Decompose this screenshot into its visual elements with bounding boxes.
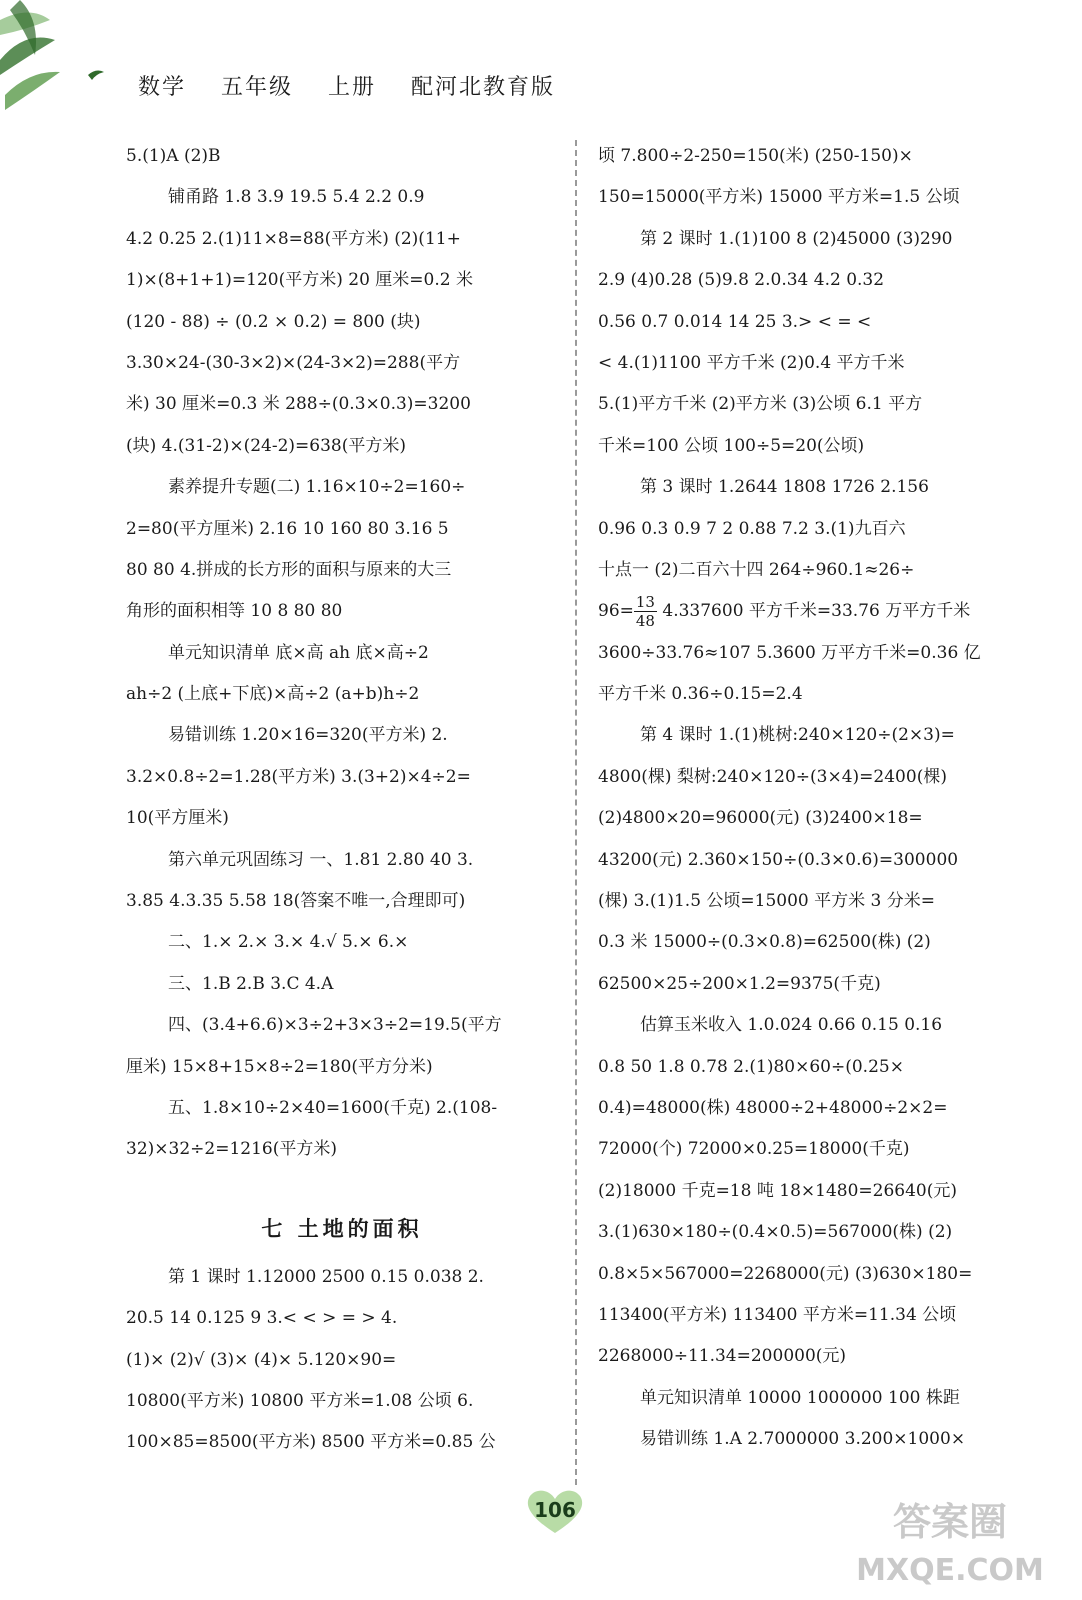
answer-line: 10800(平方米) 10800 平方米=1.08 公顷 6.	[126, 1390, 474, 1411]
right-column	[598, 136, 1030, 1461]
header-grade: 五年级	[221, 75, 294, 100]
fraction-prefix: 96=	[598, 601, 634, 622]
answer-line: 2=80(平方厘米) 2.16 10 160 80 3.16 5	[126, 518, 449, 539]
answer-line: 估算玉米收入 1.0.024 0.66 0.15 0.16	[640, 1015, 943, 1036]
fraction-numerator: 13	[635, 593, 655, 612]
answer-line: 3.30×24-(30-3×2)×(24-3×2)=288(平方	[126, 352, 461, 373]
page-number	[520, 1485, 590, 1535]
answer-line: 2.9 (4)0.28 (5)9.8 2.0.34 4.2 0.32	[598, 270, 885, 291]
leaf-decoration	[0, 0, 120, 120]
answer-line: 单元知识清单 底×高 ah 底×高÷2	[168, 642, 429, 663]
left-column	[126, 136, 558, 1464]
answer-line: 62500×25÷200×1.2=9375(千克)	[598, 973, 881, 994]
answer-line: 3.2×0.8÷2=1.28(平方米) 3.(3+2)×4÷2=	[126, 766, 471, 787]
answer-line: 十点一 (2)二百六十四 264÷960.1≈26÷	[598, 559, 915, 580]
answer-line: ah÷2 (上底+下底)×高÷2 (a+b)h÷2	[126, 684, 420, 705]
left-answer-block	[126, 136, 558, 1171]
answer-line: 0.8×5×567000=2268000(元) (3)630×180=	[598, 1263, 973, 1284]
answer-line: 3600÷33.76≈107 5.3600 万平方千米=0.36 亿	[598, 642, 981, 663]
answer-line: 易错训练 1.A 2.7000000 3.200×1000×	[640, 1429, 966, 1450]
fraction	[634, 593, 657, 630]
answer-line	[598, 591, 1030, 632]
answer-line: 80 80 4.拼成的长方形的面积与原来的大三	[126, 559, 452, 580]
answer-line: 顷 7.800÷2-250=150(米) (250-150)×	[598, 146, 913, 166]
answer-line: 千米=100 公顷 100÷5=20(公顷)	[598, 435, 865, 456]
answer-line: 0.4)=48000(株) 48000÷2+48000÷2×2=	[598, 1097, 948, 1118]
answer-line: 32)×32÷2=1216(平方米)	[126, 1139, 337, 1160]
answer-line: 20.5 14 0.125 9 3.< < > = > 4.	[126, 1308, 398, 1329]
answer-line: 二、1.× 2.× 3.× 4.√ 5.× 6.×	[168, 932, 409, 953]
answer-line: 113400(平方米) 113400 平方米=11.34 公顷	[598, 1304, 957, 1325]
svg-text:答案圈: 答案圈	[892, 1500, 1008, 1544]
answer-line: 43200(元) 2.360×150÷(0.3×0.6)=300000	[598, 849, 959, 870]
answer-line: 10(平方厘米)	[126, 808, 229, 829]
answer-line: 易错训练 1.20×16=320(平方米) 2.	[168, 725, 448, 746]
header-edition: 配河北教育版	[411, 75, 556, 100]
answer-line: 五、1.8×10÷2×40=1600(千克) 2.(108-	[168, 1097, 498, 1118]
page-header	[138, 70, 581, 110]
answer-line: 铺甬路 1.8 3.9 19.5 5.4 2.2 0.9	[168, 187, 425, 208]
answer-line: (120 - 88) ÷ (0.2 × 0.2) = 800 (块)	[126, 311, 421, 332]
answer-line: 72000(个) 72000×0.25=18000(千克)	[598, 1139, 910, 1160]
answer-line: (2)18000 千克=18 吨 18×1480=26640(元)	[598, 1180, 957, 1201]
answer-line: 三、1.B 2.B 3.C 4.A	[168, 973, 334, 994]
answer-line: 5.(1)平方千米 (2)平方米 (3)公顷 6.1 平方	[598, 394, 923, 415]
answer-line: 2268000÷11.34=200000(元)	[598, 1346, 847, 1367]
svg-text:MXQE.COM: MXQE.COM	[856, 1553, 1044, 1588]
answer-line: 第 2 课时 1.(1)100 8 (2)45000 (3)290	[640, 228, 953, 249]
answer-line: 0.56 0.7 0.014 14 25 3.> < = <	[598, 311, 872, 332]
answer-line: 0.8 50 1.8 0.78 2.(1)80×60÷(0.25×	[598, 1056, 904, 1077]
answer-line: 1)×(8+1+1)=120(平方米) 20 厘米=0.2 米	[126, 270, 473, 291]
header-subject: 数学	[138, 75, 187, 100]
answer-line: 0.96 0.3 0.9 7 2 0.88 7.2 3.(1)九百六	[598, 518, 906, 539]
answer-line: (1)× (2)√ (3)× (4)× 5.120×90=	[126, 1349, 397, 1370]
fraction-denominator: 48	[635, 612, 655, 631]
answer-line: 4.2 0.25 2.(1)11×8=88(平方米) (2)(11+	[126, 228, 461, 249]
fraction-suffix: 4.337600 平方千米=33.76 万平方千米	[656, 601, 971, 622]
header-volume: 上册	[328, 75, 377, 100]
answer-line: 3.85 4.3.35 5.58 18(答案不唯一,合理即可)	[126, 891, 466, 912]
answer-line: 第 1 课时 1.12000 2500 0.15 0.038 2.	[168, 1266, 484, 1287]
answer-line: 第 3 课时 1.2644 1808 1726 2.156	[640, 477, 929, 498]
answer-line: 第六单元巩固练习 一、1.81 2.80 40 3.	[168, 849, 474, 870]
answer-line: 平方千米 0.36÷0.15=2.4	[598, 684, 803, 705]
answer-line: 单元知识清单 10000 1000000 100 株距	[640, 1387, 960, 1408]
answer-line: 素养提升专题(二) 1.16×10÷2=160÷	[168, 477, 466, 498]
answer-line: < 4.(1)1100 平方千米 (2)0.4 平方千米	[598, 352, 905, 373]
column-divider	[575, 140, 577, 1485]
right-answer-block	[598, 136, 1030, 1461]
answer-line: 4800(棵) 梨树:240×120÷(3×4)=2400(棵)	[598, 766, 947, 787]
page-number-text: 106	[534, 1498, 576, 1522]
answer-line: 米) 30 厘米=0.3 米 288÷(0.3×0.3)=3200	[126, 394, 471, 415]
answer-line: (块) 4.(31-2)×(24-2)=638(平方米)	[126, 435, 407, 456]
answer-line: 150=15000(平方米) 15000 平方米=1.5 公顷	[598, 187, 960, 208]
answer-line: 四、(3.4+6.6)×3÷2+3×3÷2=19.5(平方	[168, 1015, 502, 1036]
answer-line: 厘米) 15×8+15×8÷2=180(平方分米)	[126, 1056, 433, 1077]
answer-line: 第 4 课时 1.(1)桃树:240×120÷(2×3)=	[640, 725, 955, 746]
answer-line: (棵) 3.(1)1.5 公顷=15000 平方米 3 分米=	[598, 891, 936, 912]
left-answer-block-2	[126, 1257, 558, 1464]
section-title: 七 土地的面积	[261, 1216, 423, 1241]
answer-line: 3.(1)630×180÷(0.4×0.5)=567000(株) (2)	[598, 1222, 953, 1243]
answer-line: 0.3 米 15000÷(0.3×0.8)=62500(株) (2)	[598, 932, 931, 953]
answer-line: 角形的面积相等 10 8 80 80	[126, 601, 343, 622]
watermark-logo	[830, 1490, 1070, 1590]
answer-line: 5.(1)A (2)B	[126, 146, 221, 166]
answer-line: 100×85=8500(平方米) 8500 平方米=0.85 公	[126, 1432, 496, 1453]
answer-line: (2)4800×20=96000(元) (3)2400×18=	[598, 808, 923, 829]
